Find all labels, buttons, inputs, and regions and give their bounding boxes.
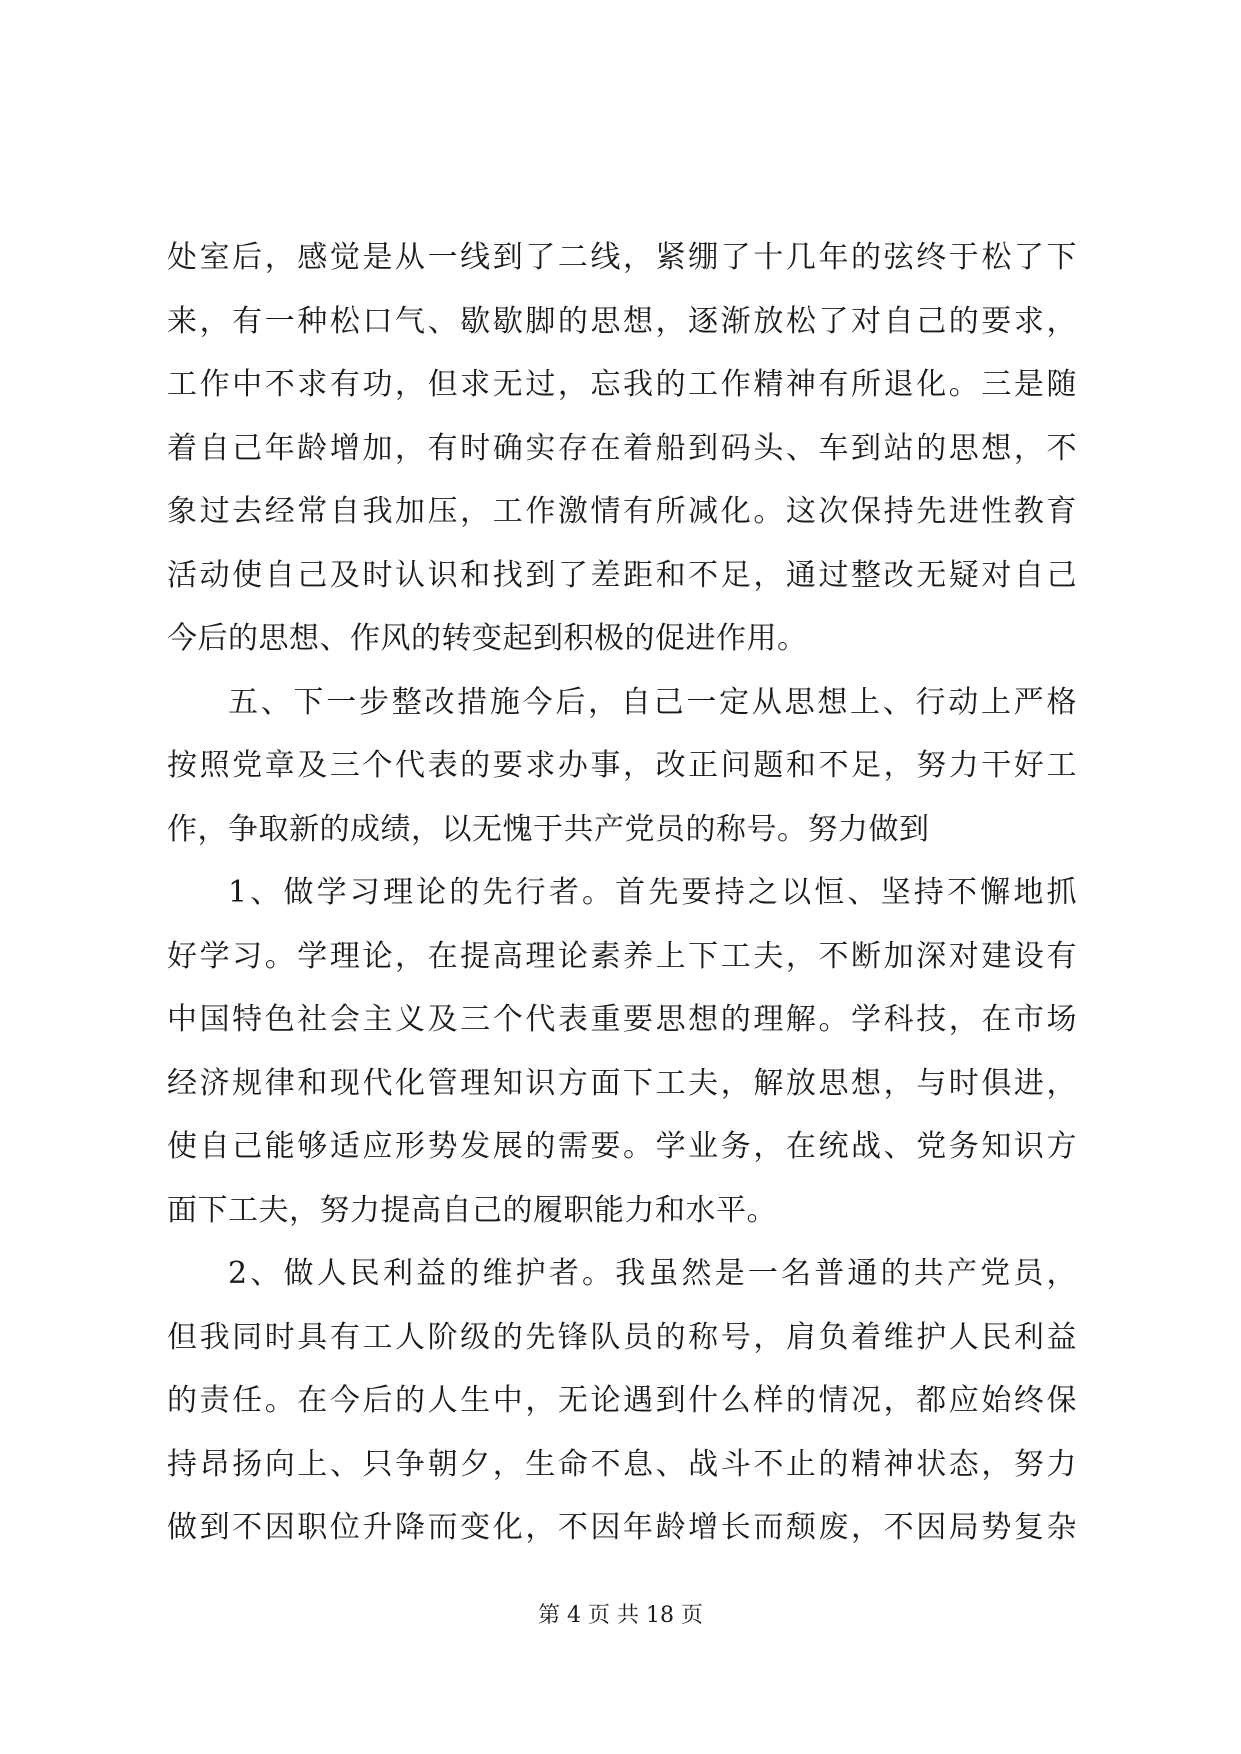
text-line: 1、做学习理论的先行者。首先要持之以恒、坚持不懈地抓 [228,875,1077,910]
text-line: 持昂扬向上、只争朝夕，生命不息、战斗不止的精神状态，努力 [167,1446,1077,1482]
text-line: 着自己年龄增加，有时确实存在着船到码头、车到站的思想，不 [167,430,1077,466]
text-line: 好学习。学理论，在提高理论素养上下工夫，不断加深对建设有 [167,938,1077,974]
document-body [167,226,1077,1560]
text-line: 处室后，感觉是从一线到了二线，紧绷了十几年的弦终于松了下 [167,240,1077,275]
text-line: 作，争取新的成绩，以无愧于共产党员的称号。努力做到 [167,811,930,847]
text-line: 使自己能够适应形势发展的需要。学业务，在统战、党务知识方 [167,1129,1077,1164]
text-line: 活动使自己及时认识和找到了差距和不足，通过整改无疑对自己 [167,557,1077,593]
text-line: 面下工夫，努力提高自己的履职能力和水平。 [167,1192,777,1228]
text-line: 五、下一步整改措施今后，自己一定从思想上、行动上严格 [228,684,1077,720]
text-line: 来，有一种松口气、歇歇脚的思想，逐渐放松了对自己的要求， [167,303,1077,339]
text-line: 按照党章及三个代表的要求办事，改正问题和不足，努力干好工 [167,748,1077,783]
page-number-footer: 第 4 页 共 18 页 [538,1603,703,1628]
text-line: 2、做人民利益的维护者。我虽然是一名普通的共产党员， [228,1256,1077,1291]
text-line: 做到不因职位升降而变化，不因年龄增长而颓废，不因局势复杂 [167,1510,1077,1545]
text-line: 象过去经常自我加压，工作激情有所减化。这次保持先进性教育 [167,494,1077,529]
text-line: 工作中不求有功，但求无过，忘我的工作精神有所退化。三是随 [167,367,1077,402]
text-line: 经济规律和现代化管理知识方面下工夫，解放思想，与时俱进， [167,1065,1077,1101]
text-line: 的责任。在今后的人生中，无论遇到什么样的情况，都应始终保 [167,1383,1077,1418]
text-line: 中国特色社会主义及三个代表重要思想的理解。学科技，在市场 [167,1002,1077,1037]
text-line: 今后的思想、作风的转变起到积极的促进作用。 [167,621,808,656]
text-line: 但我同时具有工人阶级的先锋队员的称号，肩负着维护人民利益 [167,1319,1077,1355]
